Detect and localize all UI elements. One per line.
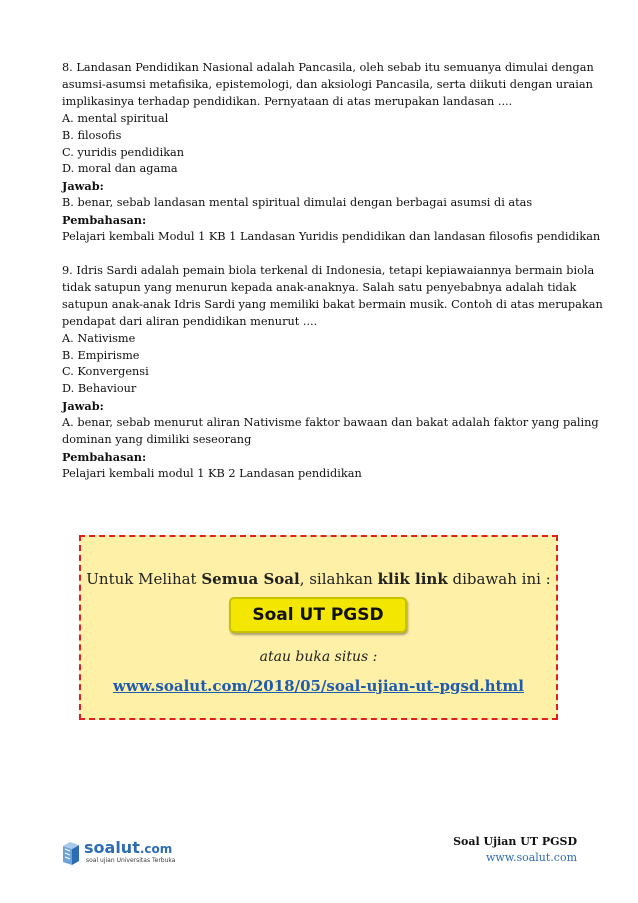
answer-text: B. benar, sebab landasan mental spiritual dimulai dengan berbagai asumsi di atas <box>62 196 533 210</box>
promo-prefix: Untuk Melihat <box>86 570 202 588</box>
question-8 <box>62 60 601 246</box>
logo-name: soalut <box>84 838 140 857</box>
option-d: D. moral dan agama <box>62 162 178 176</box>
page-footer <box>453 834 577 866</box>
promo-instruction <box>81 570 556 588</box>
question-text-line: 8. Landasan Pendidikan Nasional adalah Pancasila, oleh sebab itu semuanya dimulai dengan <box>62 61 594 74</box>
question-text-line: implikasinya terhadap pendidikan. Pernyataan di atas merupakan landasan .... <box>62 94 513 108</box>
logo-wordmark <box>84 838 172 857</box>
option-b: B. filosofis <box>62 128 122 142</box>
promo-middle: , silahkan <box>299 570 378 588</box>
promo-bold-click-link: klik link <box>377 570 448 588</box>
option-d: D. Behaviour <box>62 382 137 396</box>
soalut-logo[interactable] <box>60 838 180 868</box>
logo-domain: .com <box>139 842 173 856</box>
answer-label: Jawab: <box>62 179 104 194</box>
promo-bold-all-questions: Semua Soal <box>201 570 300 588</box>
promo-suffix: dibawah ini : <box>447 570 551 588</box>
question-9 <box>62 263 603 483</box>
question-text-line: 9. Idris Sardi adalah pemain biola terkenal di Indonesia, tetapi kepiawaiannya bermain biola <box>62 263 595 277</box>
footer-url-link[interactable]: www.soalut.com <box>486 851 577 864</box>
question-text-line: satupun anak-anak Idris Sardi yang memiliki bakat bermain musik. Contoh di atas merupakan <box>62 297 603 311</box>
promo-url-link[interactable]: www.soalut.com/2018/05/soal-ujian-ut-pgsd.html <box>112 677 524 695</box>
footer-title: Soal Ujian UT PGSD <box>453 835 577 848</box>
logo-tagline: soal ujian Universitas Terbuka <box>86 857 176 864</box>
question-text-line: pendapat dari aliran pendidikan menurut .... <box>62 314 318 328</box>
promo-or-text: atau buka situs : <box>259 649 378 665</box>
document-body <box>62 60 603 483</box>
explanation-text: Pelajari kembali Modul 1 KB 1 Landasan Yuridis pendidikan dan landasan filosofis pendidikan <box>62 230 601 244</box>
explanation-label: Pembahasan: <box>62 449 147 464</box>
option-b: B. Empirisme <box>62 348 140 362</box>
answer-text-line: A. benar, sebab menurut aliran Nativisme faktor bawaan dan bakat adalah faktor yang paling <box>62 416 599 430</box>
option-a: A. mental spiritual <box>62 111 169 125</box>
book-stack-icon <box>60 840 82 866</box>
explanation-label: Pembahasan: <box>62 213 147 228</box>
question-text-line: asumsi-asumsi metafisika, epistemologi, dan aksiologi Pancasila, serta diikuti dengan uraian <box>62 77 593 91</box>
answer-label: Jawab: <box>62 399 104 414</box>
explanation-text: Pelajari kembali modul 1 KB 2 Landasan pendidikan <box>62 466 362 480</box>
promo-box <box>79 535 558 720</box>
question-text-line: tidak satupun yang menurun kepada anak-anaknya. Salah satu penyebabnya adalah tidak <box>62 280 577 294</box>
option-c: C. yuridis pendidikan <box>62 145 185 159</box>
answer-text-line: dominan yang dimiliki seseorang <box>62 433 252 447</box>
option-c: C. Konvergensi <box>62 365 149 379</box>
option-a: A. Nativisme <box>62 331 136 345</box>
soal-ut-pgsd-button[interactable]: Soal UT PGSD <box>229 597 407 633</box>
